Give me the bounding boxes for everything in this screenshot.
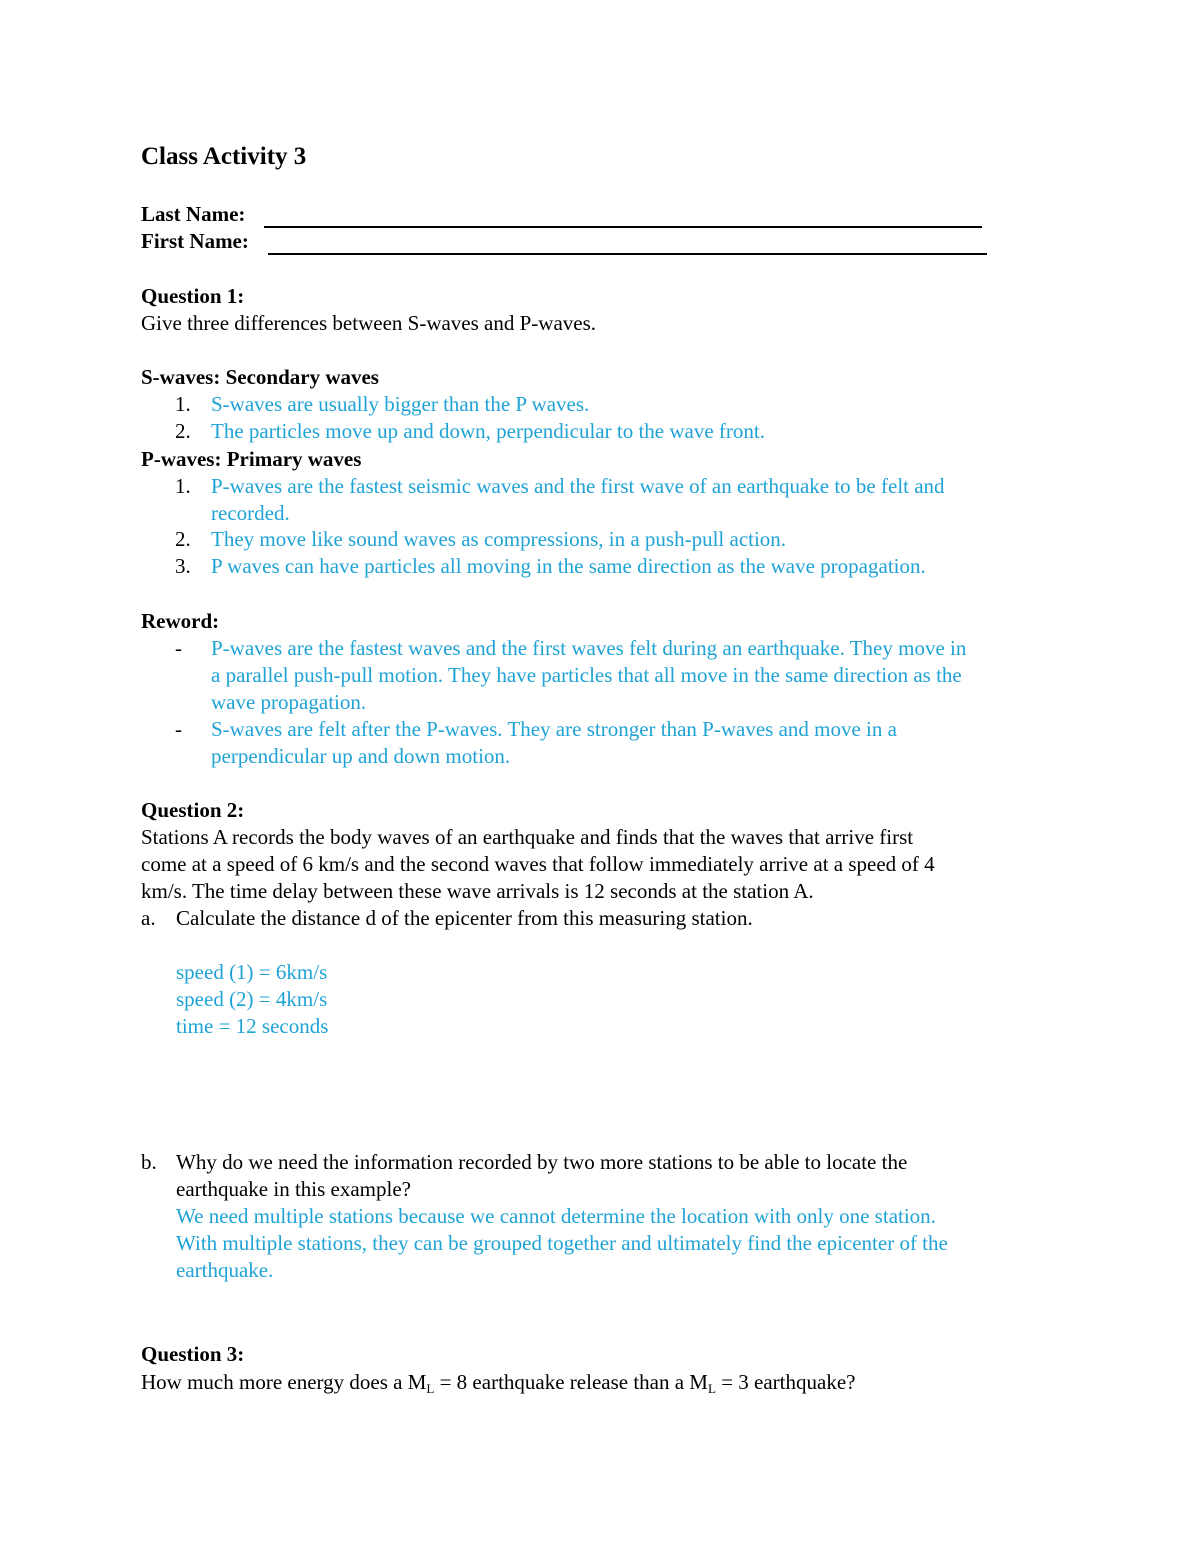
reword-heading: Reword:: [141, 609, 220, 633]
p-waves-heading: P-waves: Primary waves: [141, 447, 362, 471]
p-item-text: P-waves are the fastest seismic waves and the first wave of an earthquake to be felt and: [211, 474, 945, 498]
question-1-heading: Question 1:: [141, 284, 245, 308]
page-title: Class Activity 3: [141, 143, 307, 170]
question-3-prompt: How much more energy does a $M_L = 8$ earthquake release than a $M_L = 3$ earthquake?: [141, 1370, 856, 1396]
p-item-number: 3.: [175, 554, 191, 578]
s-item-number: 1.: [175, 392, 191, 416]
answer-a-line: speed (2) = 4km/s: [176, 987, 328, 1011]
answer-a-line: speed (1) = 6km/s: [176, 960, 328, 984]
last-name-field[interactable]: [264, 226, 982, 228]
answer-a-line: time = 12 seconds: [176, 1014, 329, 1038]
question-1-prompt: Give three differences between S-waves and P-waves.: [141, 311, 597, 335]
s-item-text: The particles move up and down, perpendicular to the wave front.: [211, 419, 765, 443]
reword-text: a parallel push-pull motion. They have particles that all move in the same direction as the: [211, 663, 962, 687]
part-b-label: b.: [141, 1150, 157, 1174]
question-2-body: come at a speed of 6 km/s and the second waves that follow immediately arrive at a speed of 4: [141, 852, 935, 876]
p-item-text: recorded.: [211, 501, 290, 525]
part-a-text: Calculate the distance d of the epicenter from this measuring station.: [176, 906, 753, 930]
part-b-text: earthquake in this example?: [176, 1177, 411, 1201]
s-item-number: 2.: [175, 419, 191, 443]
answer-b-line: We need multiple stations because we cannot determine the location with only one station.: [176, 1204, 936, 1228]
p-item-number: 2.: [175, 527, 191, 551]
reword-bullet: -: [175, 636, 182, 660]
answer-b-line: earthquake.: [176, 1258, 274, 1282]
s-item-text: S-waves are usually bigger than the P waves.: [211, 392, 590, 416]
question-2-heading: Question 2:: [141, 798, 245, 822]
part-b-text: Why do we need the information recorded by two more stations to be able to locate the: [176, 1150, 908, 1174]
reword-text: S-waves are felt after the P-waves. They are stronger than P-waves and move in a: [211, 717, 897, 741]
p-item-number: 1.: [175, 474, 191, 498]
reword-text: P-waves are the fastest waves and the first waves felt during an earthquake. They move in: [211, 636, 967, 660]
reword-text: wave propagation.: [211, 690, 367, 714]
first-name-field[interactable]: [268, 253, 987, 255]
reword-text: perpendicular up and down motion.: [211, 744, 511, 768]
question-2-body: km/s. The time delay between these wave arrivals is 12 seconds at the station A.: [141, 879, 814, 903]
p-item-text: They move like sound waves as compressions, in a push-pull action.: [211, 527, 787, 551]
p-item-text: P waves can have particles all moving in the same direction as the wave propagation.: [211, 554, 926, 578]
answer-b-line: With multiple stations, they can be grouped together and ultimately find the epicenter of the: [176, 1231, 948, 1255]
last-name-label: Last Name:: [141, 202, 246, 226]
s-waves-heading: S-waves: Secondary waves: [141, 365, 379, 389]
part-a-label: a.: [141, 906, 156, 930]
reword-bullet: -: [175, 717, 182, 741]
question-3-heading: Question 3:: [141, 1342, 245, 1366]
question-2-body: Stations A records the body waves of an earthquake and finds that the waves that arrive first: [141, 825, 914, 849]
first-name-label: First Name:: [141, 229, 249, 253]
